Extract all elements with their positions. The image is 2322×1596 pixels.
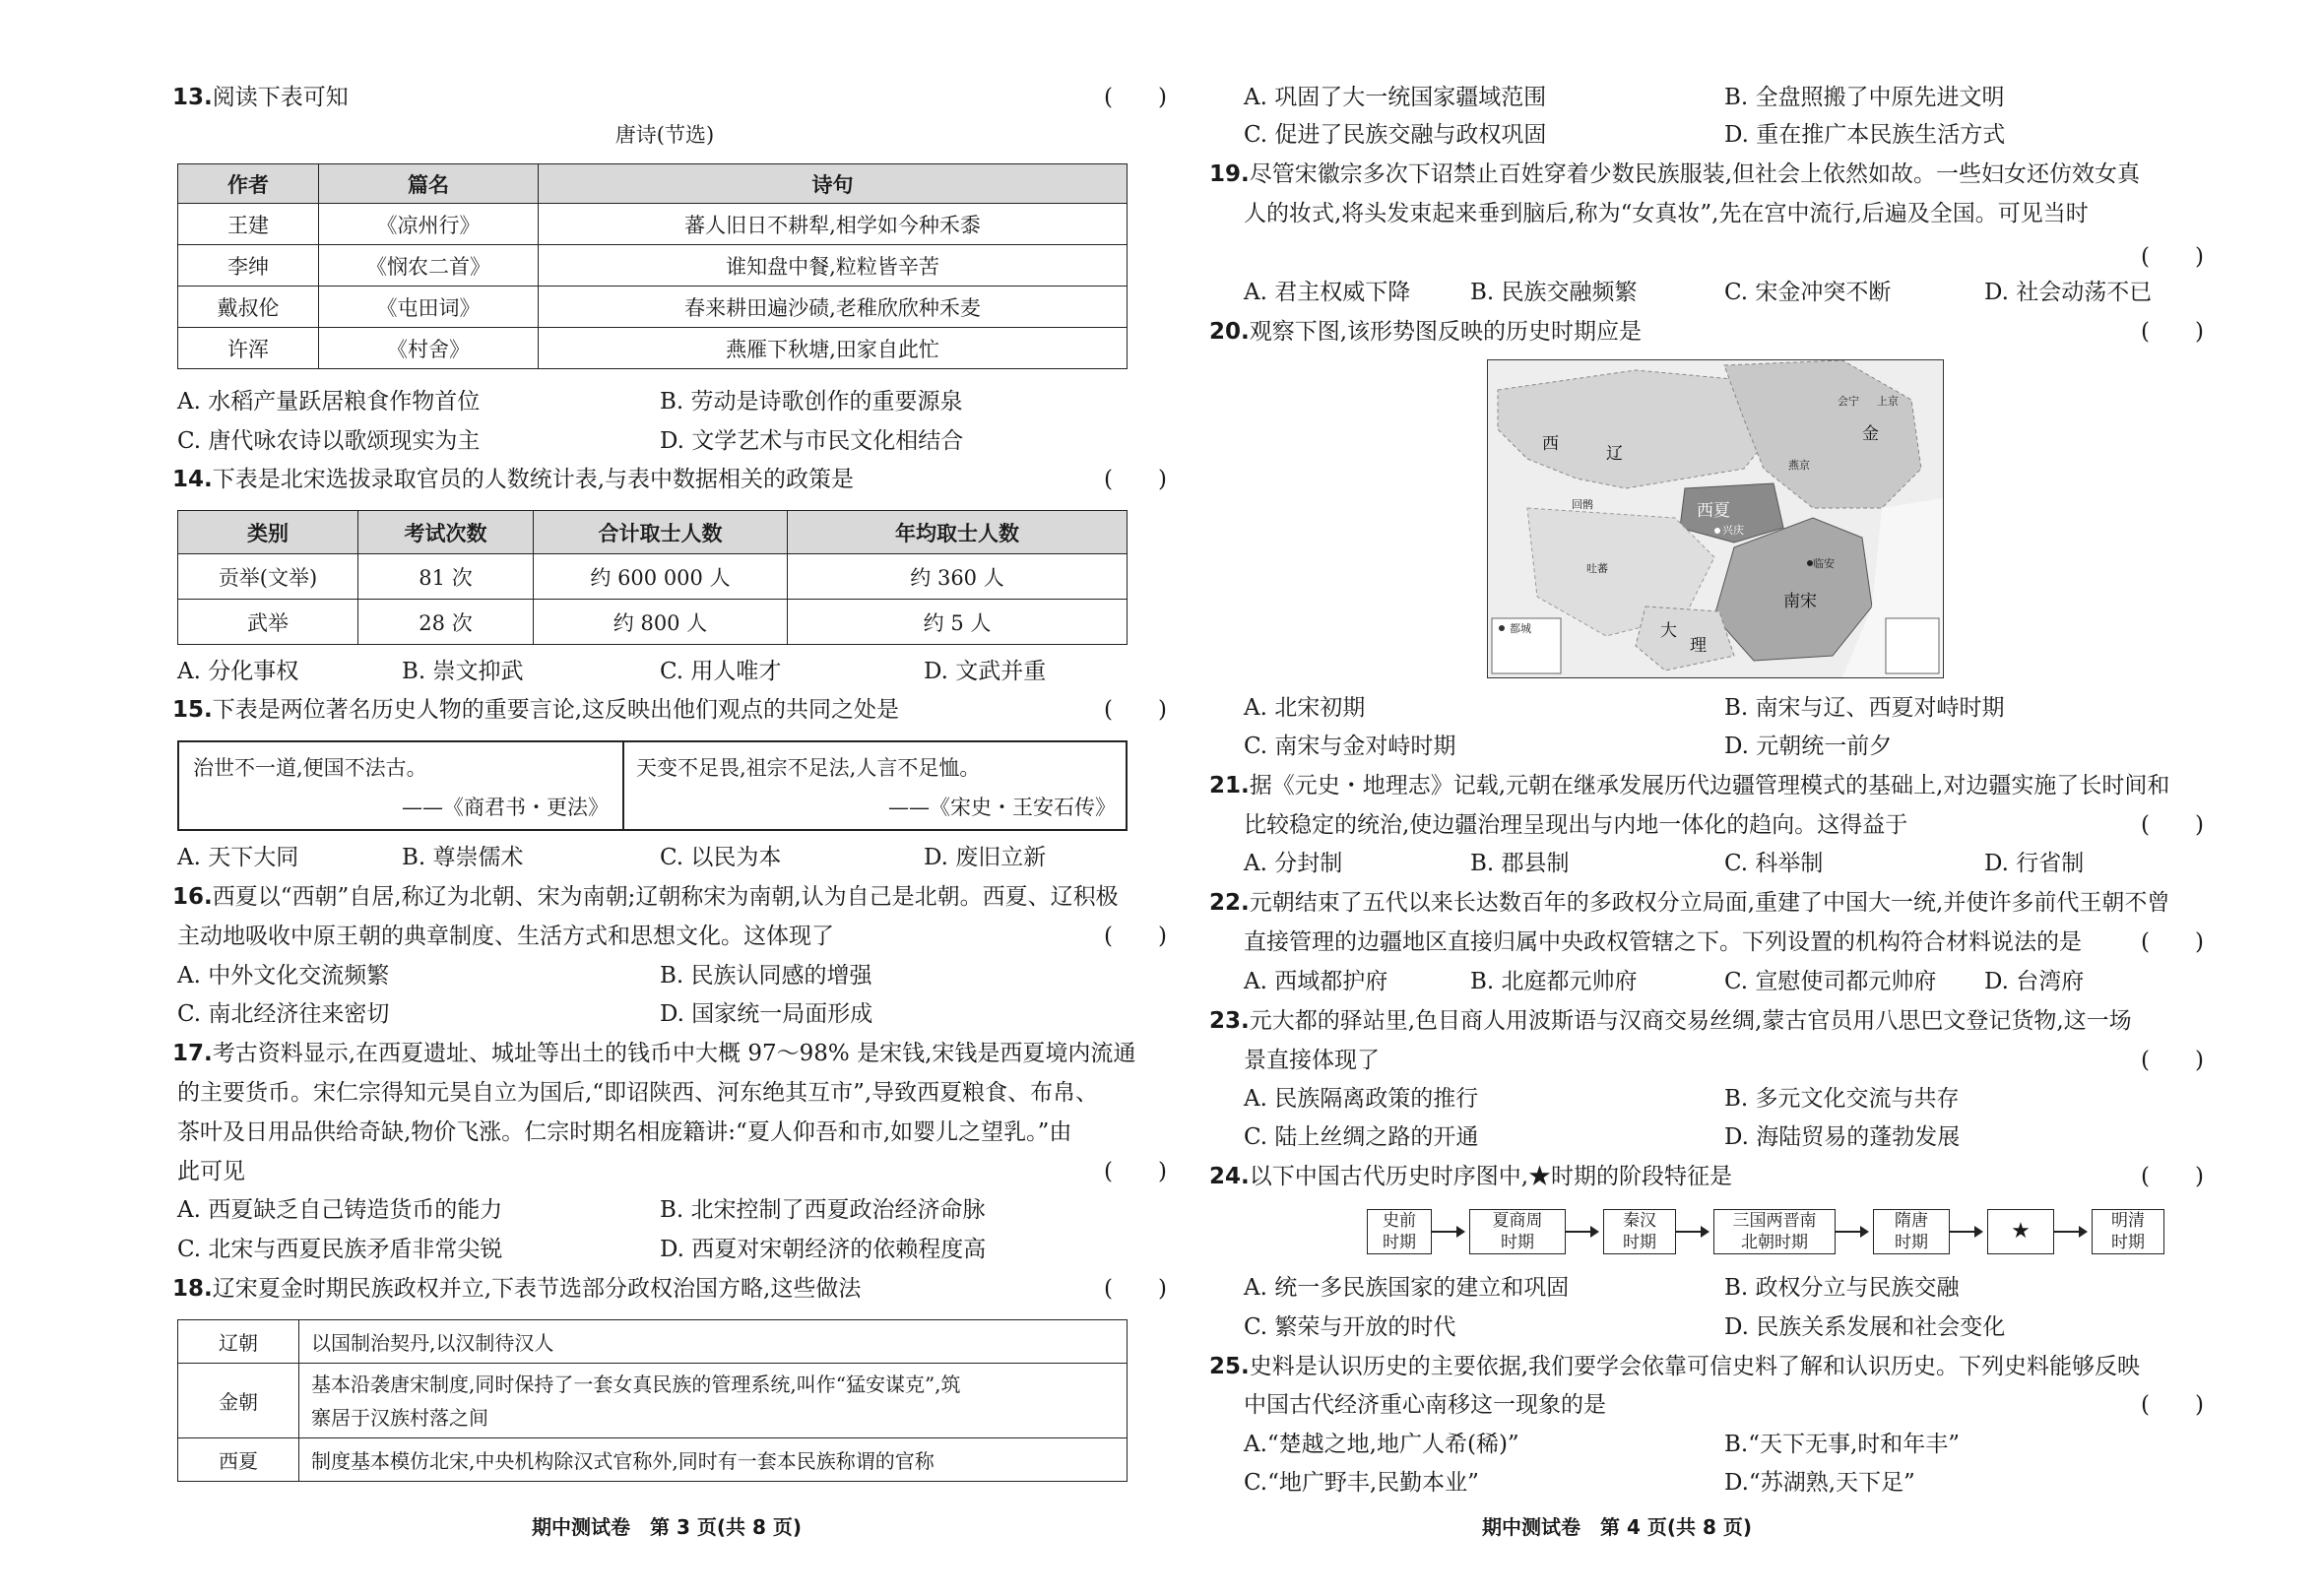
- question-16: 16.西夏以“西朝”自居,称辽为北朝、宋为南朝;辽朝称宋为南朝,认为自己是北朝。西夏、辽积极: [172, 884, 1119, 910]
- quote-divider: [622, 742, 624, 829]
- timeline-arrow: [1676, 1231, 1708, 1233]
- capital-marker: [1714, 528, 1720, 534]
- poem-table: [177, 163, 1128, 369]
- capital-marker: [1807, 560, 1813, 566]
- option-b[interactable]: B. 崇文抑武: [402, 659, 524, 684]
- timeline-arrow: [1566, 1231, 1597, 1233]
- answer-blank[interactable]: ( ): [2141, 244, 2204, 270]
- answer-blank[interactable]: ( ): [1104, 467, 1167, 492]
- map-inset: [1886, 618, 1939, 673]
- question-16-cont: 主动地吸收中原王朝的典章制度、生活方式和思想文化。这体现了 ( ): [177, 924, 1167, 949]
- question-23-line2: 景直接体现了 ( ): [1244, 1048, 2204, 1073]
- answer-blank[interactable]: ( ): [1104, 85, 1167, 110]
- option-a[interactable]: A. 分封制: [1244, 851, 1343, 876]
- option-a[interactable]: A. 民族隔离政策的推行: [1244, 1086, 1479, 1112]
- answer-blank[interactable]: ( ): [1104, 1276, 1167, 1302]
- timeline-box: [1873, 1209, 1950, 1254]
- page-footer-left: 期中测试卷 第 3 页(共 8 页): [532, 1515, 802, 1539]
- option-d[interactable]: D. 国家统一局面形成: [660, 1001, 873, 1027]
- answer-blank[interactable]: ( ): [1104, 924, 1167, 949]
- option-b[interactable]: B. 北宋控制了西夏政治经济命脉: [660, 1197, 986, 1223]
- option-a[interactable]: A. 中外文化交流频繁: [177, 963, 390, 989]
- timeline-label: 史前 时期: [1383, 1211, 1416, 1252]
- table-row: 辽朝 以国制治契丹,以汉制待汉人: [178, 1320, 1128, 1364]
- answer-blank[interactable]: ( ): [2141, 1048, 2204, 1073]
- table-row: 许浑 《村舍》 燕雁下秋塘,田家自此忙: [178, 328, 1128, 369]
- question-17-line4: 此可见 ( ): [177, 1159, 1167, 1184]
- option-b[interactable]: B. 民族认同感的增强: [660, 963, 872, 989]
- option-c[interactable]: C. 北宋与西夏民族矛盾非常尖锐: [177, 1237, 503, 1262]
- timeline-arrow: [2054, 1231, 2086, 1233]
- source-wang-anshi: ——《宋史・王安石传》: [888, 796, 1116, 819]
- option-a[interactable]: A. 西夏缺乏自己铸造货币的能力: [177, 1197, 503, 1223]
- header-verse: 诗句: [539, 164, 1128, 204]
- legend-capital: 都城: [1510, 622, 1531, 635]
- answer-blank[interactable]: ( ): [2141, 1392, 2204, 1418]
- question-17: 17.考古资料显示,在西夏遗址、城址等出土的钱币中大概 97～98% 是宋钱,宋钱是西夏境内流通: [172, 1041, 1136, 1066]
- page-footer-right: 期中测试卷 第 4 页(共 8 页): [1482, 1515, 1752, 1539]
- answer-blank[interactable]: ( ): [2141, 812, 2204, 838]
- label-da: 大: [1660, 621, 1677, 641]
- timeline-star-box: [1987, 1209, 2054, 1254]
- label-xixia: 西夏: [1697, 501, 1730, 521]
- question-21-line2: 比较稳定的统治,使边疆治理呈现出与内地一体化的趋向。这得益于 ( ): [1244, 812, 2204, 838]
- option-c[interactable]: C. 繁荣与开放的时代: [1244, 1314, 1456, 1340]
- timeline-label: 明清 时期: [2111, 1211, 2145, 1252]
- option-c[interactable]: C. 宋金冲突不断: [1724, 280, 1892, 305]
- option-c[interactable]: C. 唐代咏农诗以歌颂现实为主: [177, 428, 481, 454]
- option-b[interactable]: B. 多元文化交流与共存: [1724, 1086, 1960, 1112]
- option-c[interactable]: C. 陆上丝绸之路的开通: [1244, 1124, 1479, 1150]
- option-a[interactable]: A. 西域都护府: [1244, 969, 1388, 994]
- option-a[interactable]: A. 巩固了大一统国家疆域范围: [1244, 85, 1547, 110]
- label-xi: 西: [1542, 434, 1559, 454]
- option-d[interactable]: D. 行省制: [1984, 851, 2085, 876]
- label-li: 理: [1690, 636, 1707, 656]
- label-yanjing: 燕京: [1788, 459, 1810, 472]
- answer-blank[interactable]: ( ): [2141, 1164, 2204, 1189]
- option-b[interactable]: B. 北庭都元帅府: [1470, 969, 1638, 994]
- policy-table: [177, 1319, 1128, 1482]
- option-d[interactable]: D. 海陆贸易的蓬勃发展: [1724, 1124, 1961, 1150]
- label-huihu: 回鹘: [1572, 498, 1593, 511]
- label-xingqing: 兴庆: [1722, 524, 1744, 537]
- header-title: 篇名: [319, 164, 539, 204]
- timeline-box: [1713, 1209, 1836, 1254]
- timeline-box: [1603, 1209, 1676, 1254]
- exam-stats-table: 类别 考试次数 合计取士人数 年均取士人数 贡举(文举) 81 次 约 600 000 人 约 360 人 武举 28 次 约 800 人 约 5 人: [177, 510, 1128, 645]
- timeline-label: 秦汉 时期: [1623, 1211, 1656, 1252]
- timeline-label: ★: [2011, 1219, 2031, 1244]
- source-shang-yang: ——《商君书・更法》: [402, 796, 609, 819]
- question-22: 22.元朝结束了五代以来长达数百年的多政权分立局面,重建了中国大一统,并使许多前代王朝不曾: [1209, 890, 2170, 916]
- history-timeline: [1209, 1203, 2204, 1260]
- option-b[interactable]: B. 民族交融频繁: [1470, 280, 1638, 305]
- option-d[interactable]: D. 重在推广本民族生活方式: [1724, 122, 2006, 148]
- label-jin: 金: [1862, 424, 1879, 444]
- timeline-arrow: [1836, 1231, 1867, 1233]
- option-a[interactable]: A. 分化事权: [177, 659, 299, 684]
- option-b[interactable]: B. 劳动是诗歌创作的重要源泉: [660, 389, 963, 415]
- answer-blank[interactable]: ( ): [1104, 697, 1167, 723]
- question-18: 18.辽宋夏金时期民族政权并立,下表节选部分政权治国方略,这些做法 ( ): [172, 1276, 1167, 1302]
- question-17-line2: 的主要货币。宋仁宗得知元昊自立为国后,“即诏陕西、河东绝其互市”,导致西夏粮食、布帛、: [177, 1080, 1099, 1106]
- option-d[interactable]: D. 社会动荡不已: [1984, 280, 2153, 305]
- option-a[interactable]: A. 北宋初期: [1244, 695, 1366, 721]
- table-row: 王建 《凉州行》 蕃人旧日不耕犁,相学如今种禾黍: [178, 204, 1128, 245]
- option-c[interactable]: C. 南宋与金对峙时期: [1244, 734, 1456, 759]
- option-d[interactable]: D. 民族关系发展和社会变化: [1724, 1314, 2006, 1340]
- timeline-box: [1469, 1209, 1566, 1254]
- answer-blank[interactable]: ( ): [2141, 319, 2204, 345]
- option-d[interactable]: D. 元朝统一前夕: [1724, 734, 1893, 759]
- option-b[interactable]: B. 郡县制: [1470, 851, 1570, 876]
- question-15: 15.下表是两位著名历史人物的重要言论,这反映出他们观点的共同之处是 ( ): [172, 697, 1167, 723]
- quote-wang-anshi: 天变不足畏,祖宗不足法,人言不足恤。: [636, 756, 981, 780]
- question-17-line3: 茶叶及日用品供给奇缺,物价飞涨。仁宗时期名相庞籍讲:“夏人仰吾和市,如婴儿之望乳。”由: [177, 1119, 1072, 1145]
- label-shangjing: 上京: [1877, 395, 1899, 408]
- timeline-arrow: [1432, 1231, 1463, 1233]
- answer-blank[interactable]: ( ): [2141, 929, 2204, 955]
- option-c[interactable]: C. 科举制: [1724, 851, 1824, 876]
- table-row: 西夏 制度基本模仿北宋,中央机构除汉式官称外,同时有一套本民族称谓的官称: [178, 1438, 1128, 1482]
- question-22-line2: 直接管理的边疆地区直接归属中央政权管辖之下。下列设置的机构符合材料说法的是 ( ): [1244, 929, 2204, 955]
- label-huining: 会宁: [1838, 395, 1859, 408]
- capital-legend-icon: [1499, 625, 1505, 631]
- table-row: 贡举(文举) 81 次 约 600 000 人 约 360 人: [178, 554, 1128, 600]
- quote-shang-yang: 治世不一道,便国不法古。: [193, 756, 427, 780]
- question-24: 24.以下中国古代历史时序图中,★时期的阶段特征是 ( ): [1209, 1164, 2204, 1189]
- option-d[interactable]: D. 西夏对宋朝经济的依赖程度高: [660, 1237, 987, 1262]
- option-c[interactable]: C. 宣慰使司都元帅府: [1724, 969, 1937, 994]
- label-liao: 辽: [1606, 444, 1623, 464]
- timeline-label: 夏商周 时期: [1492, 1211, 1543, 1252]
- song-jin-map: [1487, 359, 1944, 678]
- option-b[interactable]: B. 南宋与辽、西夏对峙时期: [1724, 695, 2005, 721]
- question-20: 20.观察下图,该形势图反映的历史时期应是 ( ): [1209, 319, 2204, 345]
- option-c[interactable]: C.“地广野丰,民勤本业”: [1244, 1470, 1479, 1496]
- answer-blank[interactable]: ( ): [1104, 1159, 1167, 1184]
- table-row: 武举 28 次 约 800 人 约 5 人: [178, 600, 1128, 645]
- quote-box: [177, 740, 1128, 831]
- timeline-label: 隋唐 时期: [1895, 1211, 1928, 1252]
- table-row: 戴叔伦 《屯田词》 春来耕田遍沙碛,老稚欣欣种禾麦: [178, 287, 1128, 328]
- question-14: 14.下表是北宋选拔录取官员的人数统计表,与表中数据相关的政策是 ( ): [172, 467, 1167, 492]
- option-d[interactable]: D. 文学艺术与市民文化相结合: [660, 428, 964, 454]
- timeline-box: [1367, 1209, 1432, 1254]
- option-a[interactable]: A. 统一多民族国家的建立和巩固: [1244, 1275, 1570, 1301]
- option-d[interactable]: D. 文武并重: [924, 659, 1047, 684]
- option-a[interactable]: A.“楚越之地,地广人希(稀)”: [1244, 1432, 1519, 1457]
- option-c[interactable]: C. 用人唯才: [660, 659, 782, 684]
- question-19: 19.尽管宋徽宗多次下诏禁止百姓穿着少数民族服装,但社会上依然如故。一些妇女还仿效女真: [1209, 161, 2141, 187]
- label-southern-song: 南宋: [1783, 592, 1817, 611]
- question-21: 21.据《元史・地理志》记载,元朝在继承发展历代边疆管理模式的基础上,对边疆实施了长时间和: [1209, 773, 2170, 798]
- option-d[interactable]: D. 废旧立新: [924, 845, 1047, 870]
- map-svg: [1488, 360, 1943, 677]
- option-b[interactable]: B. 全盘照搬了中原先进文明: [1724, 85, 2005, 110]
- option-a[interactable]: A. 水稻产量跃居粮食作物首位: [177, 389, 481, 415]
- label-linan: 临安: [1813, 557, 1835, 570]
- question-25: 25.史料是认识历史的主要依据,我们要学会依靠可信史料了解和认识历史。下列史料能够反映: [1209, 1354, 2141, 1379]
- question-13: 13.阅读下表可知 ( ): [172, 85, 1167, 110]
- table-title: 唐诗(节选): [614, 123, 715, 147]
- option-a[interactable]: A. 天下大同: [177, 845, 299, 870]
- timeline-arrow: [1950, 1231, 1981, 1233]
- question-23: 23.元大都的驿站里,色目商人用波斯语与汉商交易丝绸,蒙古官员用八思巴文登记货物,这一场: [1209, 1008, 2132, 1034]
- option-d[interactable]: D. 台湾府: [1984, 969, 2085, 994]
- option-c[interactable]: C. 以民为本: [660, 845, 782, 870]
- option-c[interactable]: C. 南北经济往来密切: [177, 1001, 390, 1027]
- option-b[interactable]: B.“天下无事,时和年丰”: [1724, 1432, 1961, 1457]
- timeline-label: 三国两晋南 北朝时期: [1732, 1211, 1817, 1252]
- question-25-line2: 中国古代经济重心南移这一现象的是 ( ): [1244, 1392, 2204, 1418]
- option-c[interactable]: C. 促进了民族交融与政权巩固: [1244, 122, 1547, 148]
- header-author: 作者: [178, 164, 319, 204]
- table-row: 金朝 基本沿袭唐宋制度,同时保持了一套女真民族的管理系统,叫作“猛安谋克”,筑 寨居于汉族村落之间: [178, 1364, 1128, 1438]
- option-a[interactable]: A. 君主权威下降: [1244, 280, 1411, 305]
- option-b[interactable]: B. 政权分立与民族交融: [1724, 1275, 1960, 1301]
- question-19-line2: 人的妆式,将头发束起来垂到脑后,称为“女真妆”,先在宫中流行,后遍及全国。可见当时: [1244, 201, 2089, 226]
- timeline-box: [2092, 1209, 2164, 1254]
- label-tubo: 吐蕃: [1586, 562, 1608, 575]
- option-b[interactable]: B. 尊崇儒术: [402, 845, 524, 870]
- table-row: 李绅 《悯农二首》 谁知盘中餐,粒粒皆辛苦: [178, 245, 1128, 287]
- option-d[interactable]: D.“苏湖熟,天下足”: [1724, 1470, 1915, 1496]
